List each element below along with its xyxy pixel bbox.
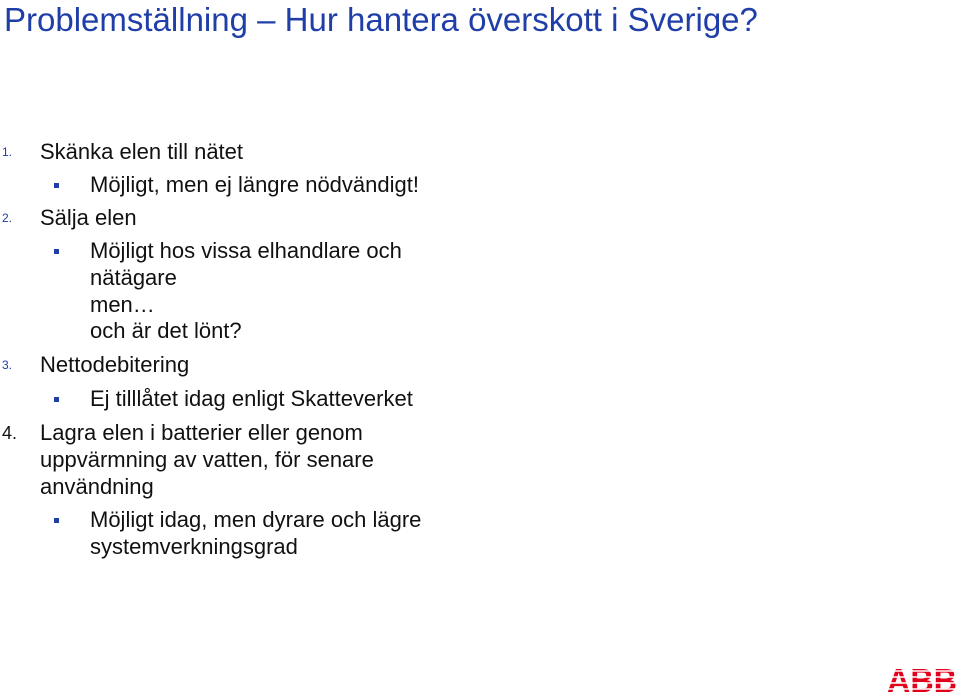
list-number: 3. <box>2 358 13 372</box>
sub-item-text: Möjligt hos vissa elhandlare och <box>90 238 402 263</box>
sub-item-text: systemverkningsgrad <box>90 534 298 559</box>
square-bullet-icon <box>54 397 59 402</box>
list-number: 4. <box>2 423 18 443</box>
sub-item-text: Ej tilllåtet idag enligt Skatteverket <box>90 386 413 411</box>
abb-logo <box>887 664 957 694</box>
square-bullet-icon <box>54 183 59 188</box>
list-item-text: användning <box>40 474 154 499</box>
list-item-text: Sälja elen <box>40 205 137 230</box>
list-item-text: Nettodebitering <box>40 352 190 377</box>
sub-item-text: Möjligt idag, men dyrare och lägre <box>90 507 422 532</box>
sub-item-text: och är det lönt? <box>90 318 242 343</box>
list-item-text: Skänka elen till nätet <box>40 139 244 164</box>
list-item-text: Lagra elen i batterier eller genom <box>40 420 363 445</box>
sub-item-text: nätägare <box>90 265 177 290</box>
sub-item-text: Möjligt, men ej längre nödvändigt! <box>90 172 419 197</box>
list-number: 2. <box>2 211 13 225</box>
square-bullet-icon <box>54 249 59 254</box>
list-number: 1. <box>2 145 13 159</box>
slide-title: Problemställning – Hur hantera överskott i Sverige? <box>4 1 758 38</box>
sub-item-text: men… <box>90 292 155 317</box>
square-bullet-icon <box>54 518 59 523</box>
svg-text:ABB: ABB <box>887 664 957 694</box>
list-item-text: uppvärmning av vatten, för senare <box>40 447 374 472</box>
